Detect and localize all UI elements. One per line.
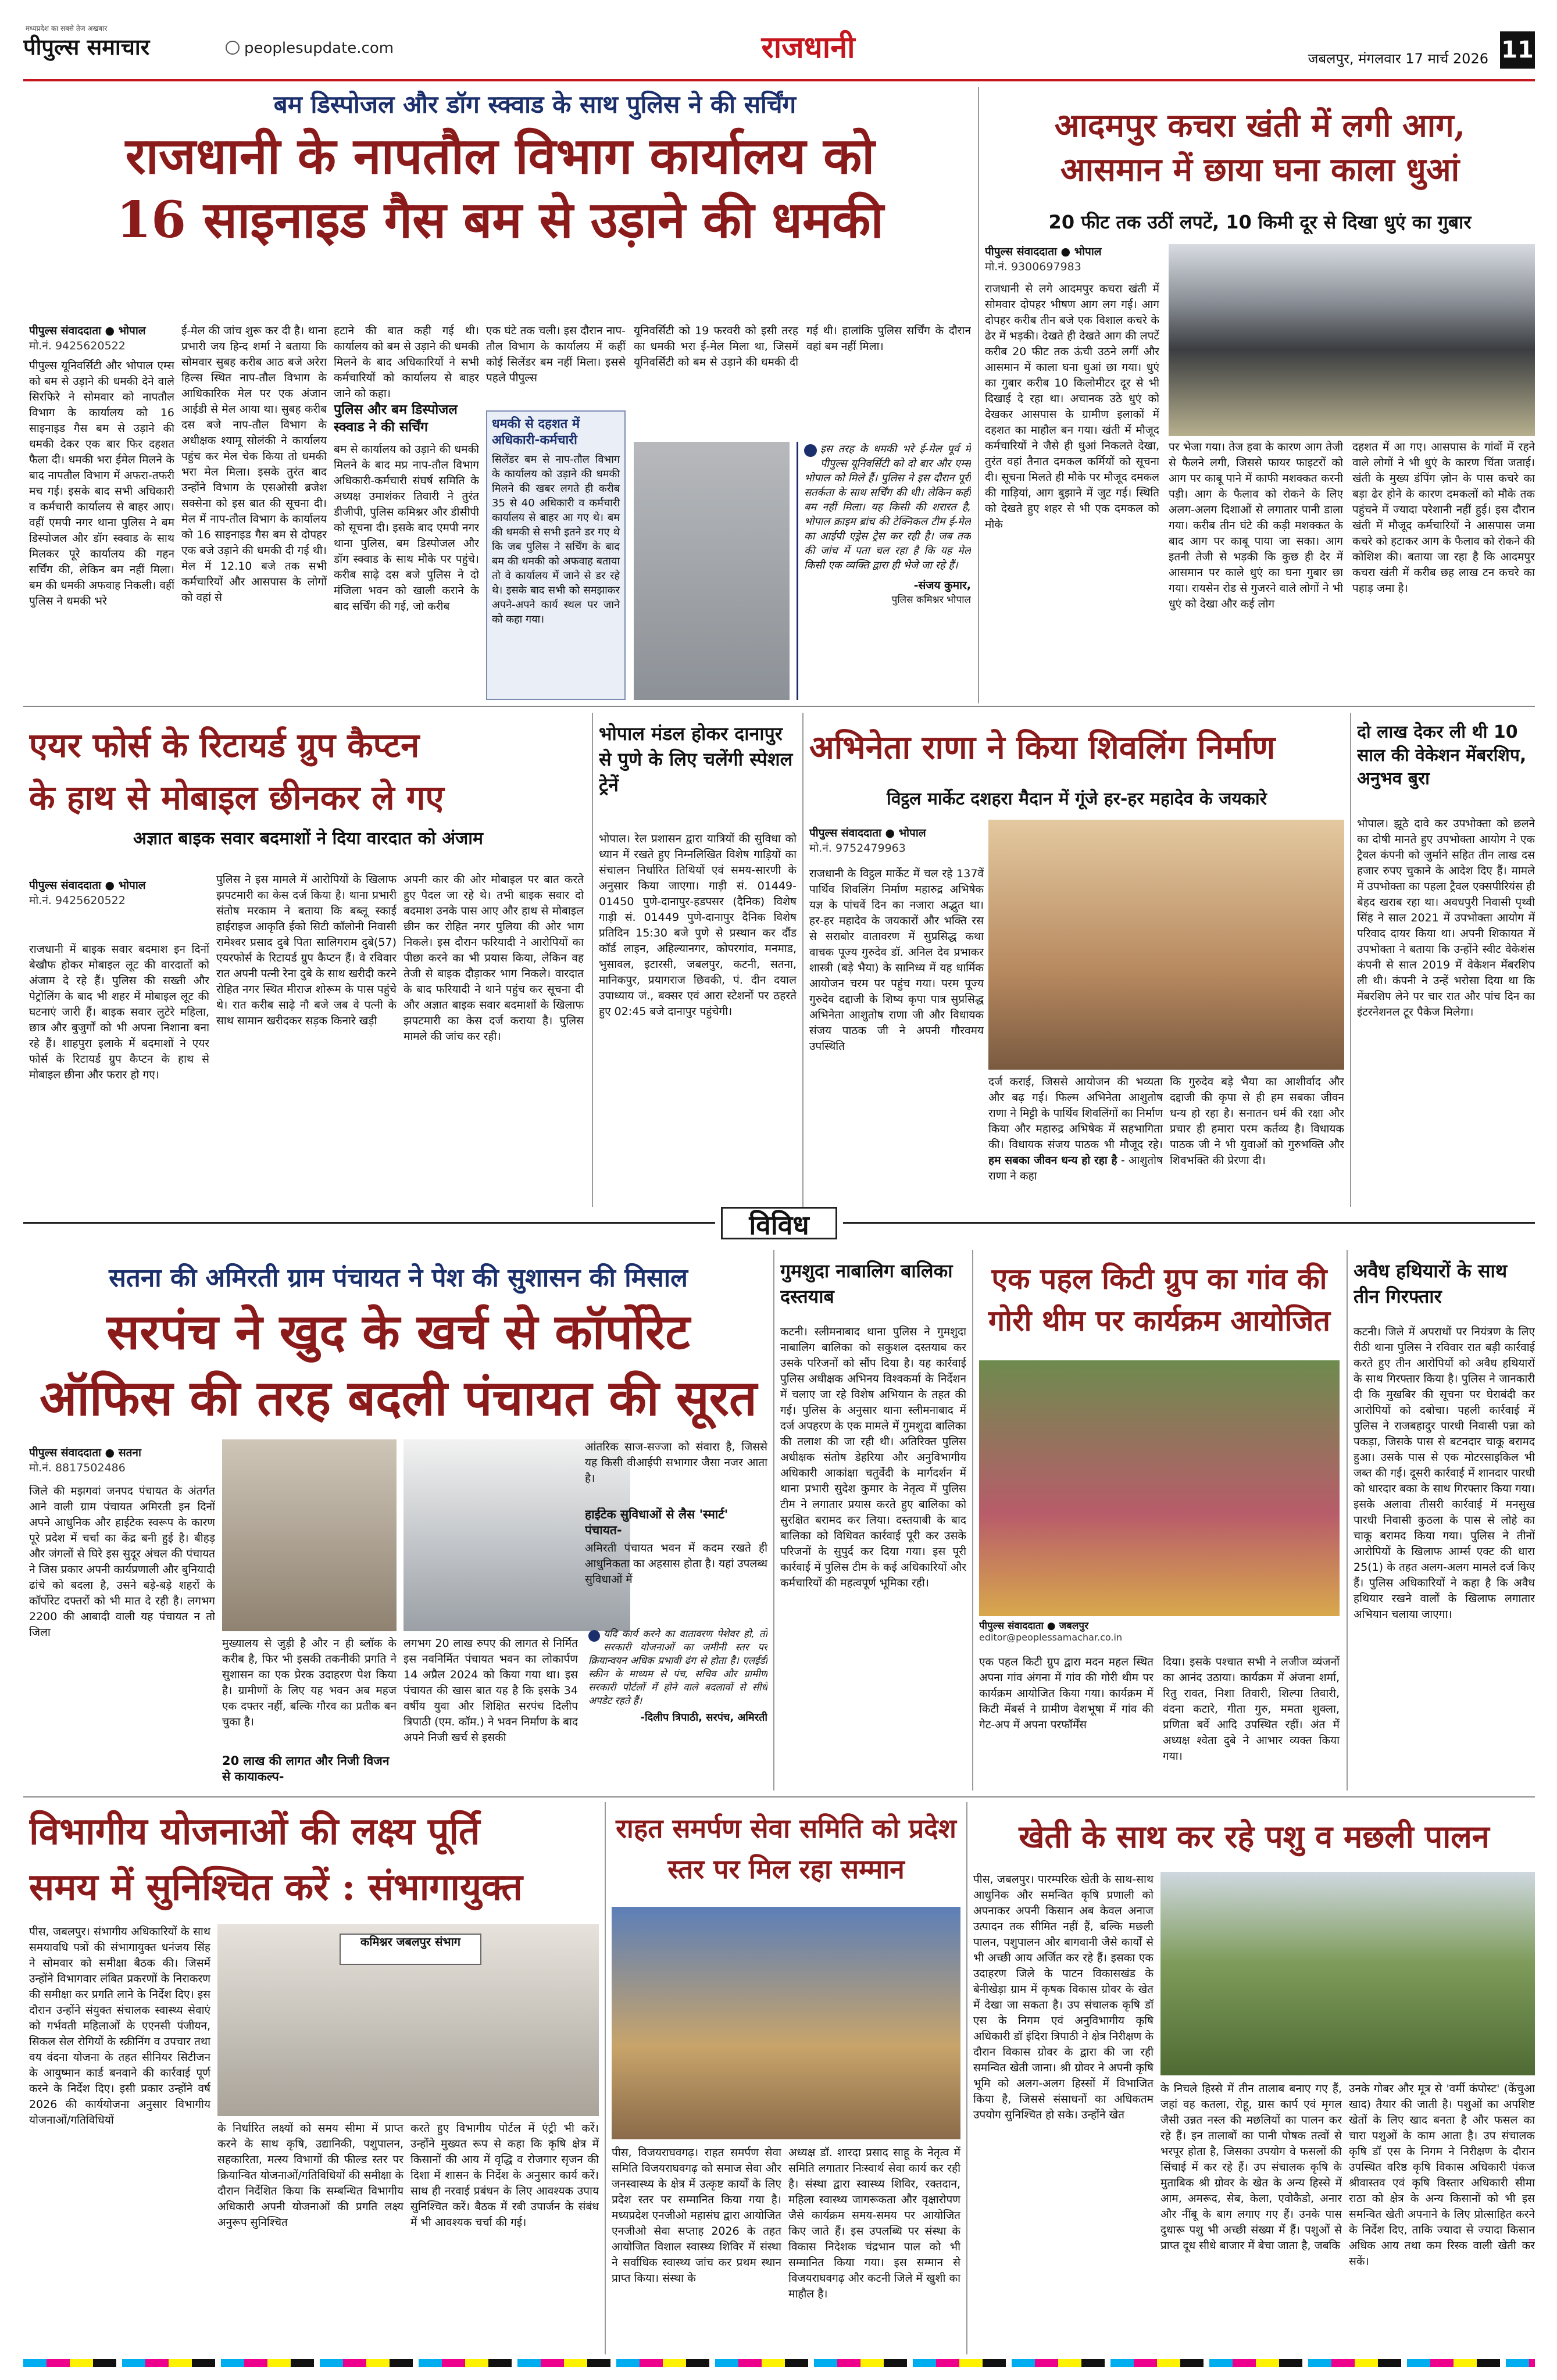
art1-box-title: धमकी से दहशत में अधिकारी-कर्मचारी	[492, 417, 580, 448]
website: peoplesupdate.com	[244, 40, 394, 57]
art11-col2: के निर्धारित लक्ष्यों को समय सीमा में प्राप्त करने के साथ कृषि, उद्यानिकी, पशुपालन, सहकारिता, मत्स्य विभागों की फील्ड स्तर पर क्रियान्वित योजनाओं/गतिविधियों की समीक्षा के दौरान निर्देशित किया कि सम्बन्धित विभागीय अधिकारी अपनी योजनाओं की प्रगति लक्ष्य अनुरूप सुनिश्चित	[217, 2122, 403, 2229]
art1-kicker: बम डिस्पोजल और डॉग स्क्वाड के साथ पुलिस ने की सर्चिंग	[273, 90, 797, 119]
page-number: 11	[1500, 31, 1535, 69]
masthead-rule	[23, 79, 1535, 81]
art5-col2-text: दर्ज कराई, जिससे आयोजन की भव्यता और बढ़ गई। फिल्म अभिनेता आशुतोष राणा ने मिट्टी के पार्थिव शिवलिंगों का निर्माण किया और महारुद्र अभिषेक में सहभागिता की। विधायक संजय पाठक भी मौजूद रहे।	[988, 1075, 1163, 1151]
vividh-banner: विविध	[721, 1207, 837, 1239]
art3-col2: पुलिस ने इस मामले में आरोपियों के खिलाफ झपटमारी का केस दर्ज किया है। थाना प्रभारी संतोष मरकाम ने बताया कि बब्लू स्काई हाईराइज आकृति ईको सिटी कॉलोनी निवासी रामेश्वर प्रसाद दुबे पिता सालिगराम दुबे(57) एयरफोर्स के रिटायर्ड ग्रुप कैप्टन हैं। वे रविवार रात अपनी पत्नी रेना दुबे के साथ खरीदी करने रोहित नगर स्थित मीराज शोरूम के पास पहुंचे थे। रात करीब साढ़े नौ बजे जब वे पत्नी के साथ सामान खरीदकर सड़क किनारे खड़ी	[216, 873, 397, 1027]
banner-rule-right	[843, 1222, 1535, 1224]
art13-photo-farm	[1160, 1872, 1535, 2075]
art7-subhead2: 20 लाख की लागत और निजी विजन से कायाकल्प-	[222, 1754, 390, 1784]
art6-headline: दो लाख देकर ली थी 10 साल की वेकेशन मेंबरशिप, अनुभव बुरा	[1357, 722, 1527, 789]
art3-byline	[29, 878, 209, 910]
art7-col4b: अमिरती पंचायत भवन में कदम रखते ही आधुनिकता का अहसास होता है। यहां उपलब्ध सुविधाओं में	[585, 1542, 767, 1586]
art1-headline-line2: 16 साइनाइड गैस बम से उड़ाने की धमकी	[116, 191, 884, 249]
art2-byline	[985, 244, 1159, 277]
logo-tagline: मध्यप्रदेश का सबसे तेज अखबार	[26, 24, 108, 33]
art11-photo-meeting	[217, 1924, 599, 2116]
art8-text: कटनी। स्लीमनाबाद थाना पुलिस ने गुमशुदा नाबालिग बालिका को सकुशल दस्तयाब कर उसके परिजनों को सौंप दिया है। यह कार्रवाई पुलिस अधीक्षक अभिनय विश्वकर्मा के निर्देशन में चलाए जा रहे विशेष अभियान के तहत की गई। पुलिस के अनुसार थाना स्लीमनाबाद में दर्ज अपहरण के एक मामले में गुमशुदा बालिका की तलाश की जा रही थी। अतिरिक्त पुलिस अधीक्षक संतोष डेहरिया और अनुविभागीय अधिकारी आकांक्षा चतुर्वेदी के मार्गदर्शन में थाना प्रभारी सुदेश कुमार के नेतृत्व में पुलिस टीम ने लगातार प्रयास करते हुए बालिका को सुरक्षित बरामद कर लिया। दस्तयाबी के बाद बालिका को विधिवत कार्रवाई पूरी कर उसके परिजनों के सुपुर्द कर दिया गया। इस पूरी कार्रवाई में पुलिस टीम के कई अधिकारियों और कर्मचारियों की महत्वपूर्ण भूमिका रही।	[780, 1325, 966, 1589]
art1-col3b: बम से कार्यालय को उड़ाने की धमकी मिलने के बाद मप्र नाप-तौल विभाग अधिकारी-कर्मचारी संघर्ष समिति के अध्यक्ष उमाशंकर तिवारी ने तुरंत डीजीपी, पुलिस कमिश्नर और डीसीपी को सूचना दी। इसके बाद एमपी नगर थाना पुलिस, बम डिस्पोजल और डॉग स्क्वाड के साथ मौके पर पहुंचे। करीब साढ़े दस बजे पुलिस ने दो मंजिला भवन को खाली कराने के बाद सर्चिंग की गई, जो करीब	[334, 443, 479, 613]
art1-photo	[634, 442, 790, 700]
art1-quote-box	[797, 442, 971, 700]
art12-headline: राहत समर्पण सेवा समिति को प्रदेश स्तर पर मिल रहा सम्मान	[616, 1813, 956, 1885]
art1-byline	[29, 323, 174, 356]
art1-quote-role: पुलिस कमिश्नर भोपाल	[891, 594, 971, 606]
art2-headline-line1: आदमपुर कचरा खंती में लगी आग,	[1054, 106, 1466, 145]
art10-headline: अवैध हथियारों के साथ तीन गिरफ्तार	[1354, 1260, 1508, 1307]
masthead	[23, 23, 1535, 79]
art3-col3: अपनी कार की ओर मोबाइल पर बात करते हुए पैदल जा रहे थे। तभी बाइक सवार दो बदमाश उनके पास आए और हाथ से मोबाइल छीन कर रोहित नगर पुलिया की ओर भाग निकले। इस दौरान फरियादी ने आरोपियों का पीछा करने का भी प्रयास किया, लेकिन वह तेजी से बाइक दौड़ाकर भाग निकले। वारदात के बाद फरियादी ने थाने पहुंच कर सूचना दी और अज्ञात बाइक सवार बदमाशों के खिलाफ झपटमारी का केस दर्ज कराया है। पुलिस मामले की जांच कर रही।	[403, 873, 584, 1043]
art5-byline	[809, 826, 984, 858]
art10-text: कटनी। जिले में अपराधों पर नियंत्रण के लिए रीठी थाना पुलिस ने रविवार रात बड़ी कार्रवाई करते हुए तीन आरोपियों को अवैध हथियारों के साथ गिरफ्तार किया है। पुलिस ने जानकारी दी कि मुखबिर की सूचना पर घेराबंदी कर आरोपियों को दबोचा। पहली कार्रवाई में पुलिस ने राजबहादुर पारधी निवासी पन्ना को पकड़ा, जिसके पास से बटनदार चाकू बरामद हुआ। उसके पास से एक मोटरसाइकिल भी जब्त की गई। दूसरी कार्रवाई में शानदार पारधी को धारदार बका के साथ गिरफ्तार किया गया। इसके अलावा तीसरी कार्रवाई में मनसुख पारधी निवासी कुठला के पास से लोहे का चाकू बरामद किया गया। पुलिस ने तीनों आरोपियों के खिलाफ आर्म्स एक्ट की धारा 25(1) के तहत अलग-अलग मामले दर्ज किए हैं। पुलिस अधिकारियों ने कहा है कि अवैध हथियार रखने वालों के खिलाफ लगातार अभियान चलाया जाएगा।	[1354, 1325, 1535, 1621]
divider-h1	[23, 706, 1535, 707]
art5-byline-text: पीपुल्स संवाददाता ● भोपाल	[809, 827, 926, 839]
art3-headline-line2: के हाथ से मोबाइल छीनकर ले गए	[29, 778, 444, 817]
registration-color-bar	[23, 2359, 1535, 2367]
divider-v9	[966, 1802, 967, 2354]
art7-kicker: सतना की अमिरती ग्राम पंचायत ने पेश की सुशासन की मिसाल	[109, 1263, 688, 1293]
divider-v6	[972, 1250, 973, 1791]
art3-phone: मो.नं. 9425620522	[29, 894, 126, 907]
art7-quote-box	[585, 1628, 767, 1785]
art1-quote: इस तरह के धमकी भरे ई-मेल पूर्व में पीपुल्स यूनिवर्सिटी को दो बार और एम्स भोपाल को मिले हैं। पुलिस ने इस दौरान पूरी सतर्कता के साथ सर्चिंग की थी। लेकिन कहीं बम नहीं मिला। यह किसी की शरारत है, भोपाल क्राइम ब्रांच की टेक्निकल टीम ई-मेल का आईपी एड्रेस ट्रेस कर रही है। जब तक की जांच में पता चल रहा है कि यह मेल किसी एक व्यक्ति द्वारा ही भेजे जा रहे हैं।	[804, 443, 971, 571]
art7-headline-line1: सरपंच ने खुद के खर्च से कॉर्पोरेट	[106, 1303, 690, 1360]
art3-headline-line1: एयर फोर्स के रिटायर्ड ग्रुप कैप्टन	[29, 726, 420, 765]
art1-col1: पीपुल्स यूनिवर्सिटी और भोपाल एम्स को बम से उड़ाने की धमकी देने वाले सिरफिरे ने सोमवार को नापतौल विभाग के कार्यालय को 16 साइनाइड गैस बम से उड़ाने की धमकी देकर एक बार फिर दहशत फैला दी। धमकी भरा ईमेल मिलने के बाद नापतौल विभाग में अफरा-तफरी मच गई। इसके बाद सभी अधिकारी व कर्मचारी कार्यालय से बाहर आए। वहीं एमपी नगर थाना पुलिस ने बम डिस्पोजल और डॉग स्क्वाड के साथ मिलकर पूरे कार्यालय की गहन सर्चिंग की, लेकिन बम नहीं मिला। बम की धमकी अफवाह निकली। वहीं पुलिस ने धमकी भरे	[29, 359, 174, 607]
art1-byline-text: पीपुल्स संवाददाता ● भोपाल	[29, 324, 146, 337]
art9-caption	[979, 1618, 1340, 1651]
art12-col2: अध्यक्ष डॉ. शारदा प्रसाद साहू के नेतृत्व में समिति लगातार निःस्वार्थ सेवा कार्य कर रही है। संस्था द्वारा स्वास्थ्य शिविर, रक्तदान, महिला स्वास्थ्य जागरूकता और वृक्षारोपण जैसे कार्यक्रम समय-समय पर आयोजित किए जाते हैं। इस उपलब्धि पर संस्था के विकास निदेशक चंद्रभान पाल को भी सम्मानित किया गया। इस सम्मान से विजयराघवगढ़ और कटनी जिले में खुशी का माहौल है।	[788, 2146, 960, 2300]
art3-col1: राजधानी में बाइक सवार बदमाश इन दिनों बेखौफ होकर मोबाइल लूट की वारदातों को अंजाम दे रहे हैं। पुलिस की सख्ती और पेट्रोलिंग के बाद भी शहर में मोबाइल लूट की घटनाएं जारी हैं। बाइक सवार लुटेरे महिला, छात्र और बुजुर्गों को भी अपना निशाना बना रहे हैं। शाहपुरा इलाके में बदमाशों ने एयर फोर्स के रिटायर्ड ग्रुप कैप्टन के हाथ से मोबाइल छीना और फरार हो गए।	[29, 943, 209, 1081]
divider-v5	[773, 1250, 774, 1791]
section-title: राजधानी	[761, 30, 855, 65]
divider-v7	[1347, 1250, 1348, 1791]
logo: पीपुल्स समाचार	[23, 34, 150, 60]
art6-text: भोपाल। झूठे दावे कर उपभोक्ता को छलने का दोषी मानते हुए उपभोक्ता आयोग ने एक ट्रैवल कंपनी को जुर्माने सहित तीन लाख दस हजार रुपए चुकाने के आदेश दिए हैं। मामले में उपभोक्ता का पहला ट्रैवल एक्सपीरियंस ही बेहद खराब रहा था। अवधपुरी निवासी पृथ्वी सिंह ने साल 2021 में उपभोक्ता आयोग में परिवाद दायर किया था। अपनी शिकायत में उपभोक्ता ने बताया कि उन्होंने स्वीट वेकेशंस कंपनी से साल 2019 में वेकेशन मेंबरशिप ली थी। कंपनी ने उन्हें भरोसा दिया था कि मेंबरशिप लेने पर चार रात और पांच दिन का इंटरनेशनल टूर पैकेज मिलेगा।	[1357, 817, 1535, 1019]
art5-col2	[988, 1074, 1163, 1203]
art7-subhead3: हाईटेक सुविधाओं से लैस 'स्मार्ट' पंचायत-	[585, 1507, 728, 1537]
art1-quote-by: -संजय कुमार,	[913, 579, 971, 592]
art5-col2-bold: हम सबका जीवन धन्य हो रहा है	[988, 1154, 1117, 1167]
art4-text: भोपाल। रेल प्रशासन द्वारा यात्रियों की सुविधा को ध्यान में रखते हुए निम्नलिखित विशेष गाड़ियों का संचालन निर्धारित तिथियों एवं समय-सारणी के अनुसार किया जाएगा। गाड़ी सं. 01449-01450 पुणे-दानापुर-हडपसर (दैनिक) विशेष गाड़ी सं. 01449 पुणे-दानापुर दैनिक विशेष प्रतिदिन 15:30 बजे पुणे से प्रस्थान कर दौंड कॉर्ड लाइन, अहिल्यानगर, कोपरगांव, मनमाड, भुसावल, इटारसी, जबलपुर, कटनी, सतना, मानिकपुर, प्रयागराज छिवकी, पं. दीन दयाल उपाध्याय जं., बक्सर एवं आरा स्टेशनों पर ठहरते हुए 02:45 बजे दानापुर पहुंचेगी।	[599, 832, 797, 1018]
art2-photo-fire	[1169, 244, 1535, 436]
art7-photo-office	[222, 1439, 397, 1631]
quote-icon	[588, 1630, 600, 1642]
art13-col2: के निचले हिस्से में तीन तालाब बनाए गए हैं, जहां वह कतला, रोहू, ग्रास कार्प एवं मृगल जैसी उन्नत नस्ल की मछलियों का पालन कर रहे हैं। इन तालाबों का पानी पोषक तत्वों से भरपूर होता है, जिसका उपयोग वे फसलों की सिंचाई में कर रहे हैं। उप संचालक कृषि के मुताबिक श्री ग्रोवर के खेत के अन्य हिस्से में आम, अमरूद, सेब, केला, एवोकैडो, अनार और नींबू के बाग लगाए गए हैं। उनके पास दुधारू पशु भी अच्छी संख्या में हैं। पशुओं से प्राप्त दूध सीधे बाजार में बेचा जाता है, जबकि	[1160, 2082, 1342, 2252]
art7-quote-by: -दिलीप त्रिपाठी, सरपंच, अमिरती	[640, 1711, 767, 1724]
art5-col2-end: - आशुतोष राणा ने कहा	[988, 1154, 1163, 1182]
art7-headline-line2: ऑफिस की तरह बदली पंचायत की सूरत	[40, 1369, 757, 1427]
art8-headline: गुमशुदा नाबालिग बालिका दस्तयाब	[780, 1260, 953, 1307]
art2-phone: मो.नं. 9300697983	[985, 260, 1081, 273]
art9-photo-group	[979, 1360, 1340, 1616]
art7-byline-text: पीपुल्स संवाददाता ● सतना	[29, 1446, 141, 1459]
art11-headline-line1: विभागीय योजनाओं की लक्ष्य पूर्ति	[29, 1810, 480, 1853]
art12-photo-award	[612, 1907, 960, 2139]
art2-subhead: 20 फीट तक उठीं लपटें, 10 किमी दूर से दिखा धुएं का गुबार	[1048, 211, 1472, 233]
art5-col1: राजधानी के विट्ठल मार्केट में चल रहे 137वें पार्थिव शिवलिंग निर्माण महारुद्र अभिषेक यज्ञ के पांचवें दिन का नजारा अद्भुत था। हर-हर महादेव के जयकारों और भक्ति रस से सराबोर वातावरण में सुप्रसिद्ध कथा वाचक पूज्य गुरुदेव डॉ. अनिल देव प्रभाकर शास्त्री (बड़े भैया) के सानिध्य में यह धार्मिक आयोजन चरम पर पहुंच गया। परम पूज्य गुरुदेव दद्दाजी के शिष्य कृपा पात्र सुप्रसिद्ध अभिनेता आशुतोष राणा जी और विधायक संजय पाठक जी ने अपनी गौरवमय उपस्थिति	[809, 867, 984, 1053]
art13-col3: उनके गोबर और मूत्र से 'वर्मी कंपोस्ट' (केंचुआ खाद) तैयार की जाती है। पशुओं का अपशिष्ट खेतों के लिए खाद बनता है और फसल का चारा पशुओं के काम आता है। उप संचालक कृषि डॉ एस के निगम ने निरीक्षण के दौरान उपस्थित वरिष्ठ कृषि विकास अधिकारी पंकज श्रीवास्तव एवं कृषि विस्तार अधिकारी सीमा राठा को क्षेत्र के अन्य किसानों को भी इस समन्वित खेती अपनाने के लिए प्रोत्साहित करने के निर्देश दिए, ताकि ज्यादा से ज्यादा किसान अधिक आय तथा कम रिस्क वाली खेती कर सकें।	[1349, 2082, 1535, 2268]
art1-phone: मो.नं. 9425620522	[29, 340, 126, 352]
art7-col3: लगभग 20 लाख रुपए की लागत से निर्मित इस नवनिर्मित पंचायत भवन का लोकार्पण 14 अप्रैल 2024 को किया गया था। इस पंचायत की खास बात यह है कि इसके 34 वर्षीय युवा और शिक्षित सरपंच दिलीप त्रिपाठी (एम. कॉम.) ने भवन निर्माण के बाद अपने निजी खर्च से इसकी	[403, 1637, 578, 1744]
art2-col1: राजधानी से लगे आदमपुर कचरा खंती में सोमवार दोपहर भीषण आग लग गई। आग दोपहर करीब तीन बजे एक विशाल कचरे के ढेर में भड़की। देखते ही देखते आग की लपटें करीब 20 फीट तक ऊंची उठने लगीं और आसमान में काला घना धुआं छा गया। धुएं का गुबार करीब 10 किलोमीटर दूर से भी दिखाई दे रहा था। अचानक उठे धुएं को देखकर आसपास के ग्रामीण इलाकों में दहशत का माहौल बन गया। खंती में मौजूद कर्मचारियों ने जैसे ही धुआं निकलते देखा, तुरंत वहां तैनात दमकल कर्मियों को सूचना दी। सूचना मिलते ही मौके पर मौजूद दमकल की गाड़ियां, आग बुझाने में जुट गई। स्थिति को देखते हुए शहर से भी एक दमकल को मौके	[985, 283, 1159, 531]
art5-headline: अभिनेता राणा ने किया शिवलिंग निर्माण	[809, 728, 1276, 767]
divider-h2	[23, 1796, 1535, 1797]
art9-email: editor@peoplessamachar.co.in	[979, 1632, 1123, 1643]
divider-v3	[802, 713, 804, 1207]
art9-col1: एक पहल किटी ग्रुप द्वारा मदन महल स्थित अपना गांव अंगना में गांव की गोरी थीम पर कार्यक्रम आयोजित किया गया। कार्यक्रम में किटी मेंबर्स ने ग्रामीण वेशभूषा में गांव की गेट-अप में अपना परफॉर्मेंस	[979, 1656, 1154, 1731]
art1-col5: यूनिवर्सिटी को 19 फरवरी को इसी तरह का धमकी भरा ई-मेल मिला था, जिसमें यूनिवर्सिटी को बम से उड़ाने की धमकी दी गई थी। हालांकि पुलिस सर्चिंग के दौरान वहां बम नहीं मिला।	[634, 324, 971, 369]
art3-subhead: अज्ञात बाइक सवार बदमाशों ने दिया वारदात को अंजाम	[133, 828, 483, 849]
art1-subhead: पुलिस और बम डिस्पोजल स्क्वाड ने की सर्चिंग	[334, 402, 458, 435]
art5-subhead: विट्ठल मार्केट दशहरा मैदान में गूंजे हर-हर महादेव के जयकारे	[887, 789, 1267, 809]
art1-sidebox	[486, 410, 626, 700]
art2-headline-line2: आसमान में छाया घना काला धुआं	[1060, 151, 1460, 189]
art7-col1: जिले की मझगवां जनपद पंचायत के अंतर्गत आने वाली ग्राम पंचायत अमिरती इन दिनों अपने आधुनिक और हाईटेक स्वरूप के कारण पूरे प्रदेश में चर्चा का केंद्र बनी हुई है। बीहड़ और जंगलों से घिरे इस सुदूर अंचल की पंचायत ने जिस प्रकार अपनी कार्यप्रणाली और बुनियादी ढांचे को बदला है, उसने बड़े-बड़े शहरों के कॉर्पोरेट दफ्तरों को भी मात दे रही है। लगभग 2200 की आबादी वाली यह पंचायत न तो जिला	[29, 1485, 215, 1639]
art4-headline: भोपाल मंडल होकर दानापुर से पुणे के लिए चलेंगी स्पेशल ट्रेनें	[599, 723, 793, 796]
art5-col3: कि गुरुदेव बड़े भैया का आशीर्वाद और दद्दाजी की कृपा से ही हम सबका जीवन धन्य हो रहा है। सनातन धर्म की रक्षा और प्रचार ही हमारा परम कर्तव्य है। विधायक पाठक जी ने भी युवाओं को गुरुभक्ति और शिवभक्ति की प्रेरणा दी।	[1170, 1075, 1344, 1167]
art1-box-text: सिलेंडर बम से नाप-तौल विभाग के कार्यालय को उड़ाने की धमकी मिलने की खबर लगते ही करीब 35 से 40 अधिकारी व कर्मचारी कार्यालय से बाहर आ गए थे। बम की धमकी से सभी इतने डर गए थे कि जब पुलिस ने सर्चिंग के बाद बम की धमकी को अफवाह बताया तो वे कार्यालय में जाने से डर रहे थे। इसके बाद सभी को समझाकर अपने-अपने कार्य स्थल पर जाने को कहा गया।	[492, 453, 620, 626]
art1-headline-line1: राजधानी के नापतौल विभाग कार्यालय को	[125, 127, 875, 185]
art2-byline-text: पीपुल्स संवाददाता ● भोपाल	[985, 245, 1102, 258]
art12-col1: पीस, विजयराघवगढ़। राहत समर्पण सेवा समिति विजयराघवगढ़ को समाज सेवा और जनस्वास्थ्य के क्षेत्र में उत्कृष्ट कार्यों के लिए प्रदेश स्तर पर सम्मानित किया गया है। मध्यप्रदेश एनजीओ महासंघ द्वारा आयोजित एनजीओ सेवा सप्ताह 2026 के तहत आयोजित विशाल स्वास्थ्य शिविर में संस्था ने सर्वाधिक स्वास्थ्य जांच कर प्रथम स्थान प्राप्त किया। संस्था के	[612, 2146, 781, 2285]
banner-rule-left	[23, 1222, 715, 1224]
art2-col2: पर भेजा गया। तेज हवा के कारण आग तेजी से फैलने लगी, जिससे फायर फाइटरों को आग पर काबू पाने में काफी मशक्कत करनी पड़ी। आग के फैलाव को रोकने के लिए अलग-अलग दिशाओं से लगातार पानी डाला गया। करीब तीन घंटे की कड़ी मशक्कत के बाद आग पर काबू पाया जा सका। आग इतनी तेजी से भड़की कि कुछ ही देर में आसमान पर काले धुएं का घना गुबार छा गया। रायसेन रोड से गुजरने वाले लोगों ने भी धुएं को देखा और कई लोग	[1169, 441, 1343, 610]
art9-col2: दिया। इसके पश्चात सभी ने लजीज व्यंजनों का आनंद उठाया। कार्यक्रम में अंजना शर्मा, रितु रावत, निशा तिवारी, शिल्पा तिवारी, वंदना कटारे, गीता गुरु, ममता शुक्ला, प्रणिता बर्वे आदि उपस्थित रहीं। अंत में अध्यक्ष श्वेता दुबे ने आभार व्यक्त किया गया।	[1163, 1656, 1340, 1763]
art7-col4: आंतरिक साज-सज्जा को संवारा है, जिससे यह किसी वीआईपी सभागार जैसा नजर आता है।	[585, 1441, 767, 1485]
art9-byline: पीपुल्स संवाददाता ● जबलपुर	[979, 1618, 1340, 1632]
art11-headline-line2: समय में सुनिश्चित करें : संभागायुक्त	[29, 1866, 523, 1909]
art2-col3: दहशत में आ गए। आसपास के गांवों में रहने वाले लोगों ने भी धुएं के कारण चिंता जताई। खंती के मुख्य डंपिंग ज़ोन के पास कचरे का बड़ा ढेर होने के कारण दमकलों को मौके तक पहुंचने में ज्यादा परेशानी नहीं हुई। इस दौरान खंती में मौजूद कर्मचारियों ने आसपास जमा कचरे को हटाकर आग के फैलाव को रोकने की कोशिश की। बताया जा रहा है कि आदमपुर कचरा खंती में करीब छह लाख टन कचरे का पहाड़ जमा है।	[1352, 441, 1535, 595]
art7-quote: यदि कार्य करने का वातावरण पेशेवर हो, तो सरकारी योजनाओं का जमीनी स्तर पर क्रियान्वयन अधिक प्रभावी ढंग से होता है। एलईडी स्क्रीन के माध्यम से पंच, सचिव और ग्रामीण सरकारी पोर्टलों में होने वाले बदलावों से सीधे अपडेट रहते हैं।	[588, 1628, 767, 1707]
dateline: जबलपुर, मंगलवार 17 मार्च 2026	[1308, 51, 1488, 67]
globe-icon	[226, 41, 240, 55]
art9-headline: एक पहल किटी ग्रुप का गांव की गोरी थीम पर कार्यक्रम आयोजित	[988, 1262, 1331, 1338]
art3-byline-text: पीपुल्स संवाददाता ● भोपाल	[29, 879, 146, 892]
divider-v4	[1350, 713, 1351, 1207]
art11-col3: करते हुए विभागीय पोर्टल में एंट्री भी करें। उन्होंने मुख्यत रूप से कहा कि कृषि क्षेत्र में किसानों की आय में वृद्धि व रोजगार सृजन की दिशा में शासन के निर्देश के अनुसार कार्य करें। साथ ही नरवाई प्रबंधन के लिए आवश्यक उपाय सुनिश्चित करें। बैठक में रबी उपार्जन के संबंध में भी आवश्यक चर्चा की गई।	[410, 2122, 599, 2229]
quote-icon	[804, 444, 817, 457]
art1-col2: ई-मेल की जांच शुरू कर दी है। थाना प्रभारी जय हिन्द शर्मा ने बताया कि सोमवार सुबह करीब आठ बजे अरेरा हिल्स स्थित नाप-तौल विभाग के आधिकारिक मेल पर एक अंजान आईडी से मेल आया था। सुबह करीब दस बजे नाप-तौल विभाग के अधीक्षक श्यामू सोलंकी ने कार्यालय पहुंच कर मेल चेक किया तो धमकी भरा मेल मिला। इसके तुरंत बाद उन्होंने विभाग के एसओसी ब्रजेश सक्सेना को इस बात की सूचना दी। मेल में नाप-तौल विभाग के कार्यालय को 16 साइनाइड गैस बम से दोपहर एक बजे उड़ाने की धमकी दी गई थी। मेल में 12.10 बजे तक सभी कर्मचारियों और आसपास के लोगों को वहां से	[181, 324, 327, 604]
art11-photo-label: कमिश्नर जबलपुर संभाग	[340, 1934, 481, 1965]
art11-col1: पीस, जबलपुर। संभागीय अधिकारियों के साथ समयावधि पत्रों की संभागायुक्त धनंजय सिंह ने सोमवार को समीक्षा बैठक की। जिसमें उन्होंने विभागवार लंबित प्रकरणों के निराकरण की समीक्षा कर प्रगति लाने के निर्देश दिए। इस दौरान उन्होंने संयुक्त संचालक स्वास्थ्य सेवाएं को गर्भवती महिलाओं के एएनसी पंजीयन, सिकल सेल रोगियों के स्क्रीनिंग व उपचार तथा वय वंदना योजना के तहत सीनियर सिटीजन के आयुष्मान कार्ड बनवाने की कार्रवाई पूर्ण करने के निर्देश दिए। इसी प्रकार उन्होंने वर्ष 2026 की कार्ययोजना अनुसार विभागीय योजनाओं/गतिविधियों	[29, 1925, 210, 2127]
art1-col3: हटाने की बात कही गई थी। कार्यालय को बम से उड़ाने की धमकी मिलने के बाद अधिकारियों ने सभी कर्मचारियों को कार्यालय से बाहर जाने को कहा।	[334, 324, 479, 399]
art13-col1: पीस, जबलपुर। पारम्परिक खेती के साथ-साथ आधुनिक और समन्वित कृषि प्रणाली को अपनाकर अपनी किसान अब केवल अनाज उत्पादन तक सीमित नहीं हैं, बल्कि मछली पालन, पशुपालन और बागवानी जैसे कार्यों से भी अच्छी आय अर्जित कर रहे हैं। इसका एक उदाहरण जिले के पाटन विकासखंड के बेनीखेड़ा ग्राम में कृषक विकास ग्रोवर के खेत में देखा जा सकता है। उप संचालक कृषि डॉ एस के निगम एवं अनुविभागीय कृषि अधिकारी डॉ इंदिरा त्रिपाठी ने क्षेत्र निरीक्षण के दौरान विकास ग्रोवर के द्वारा की जा रही समन्वित खेती जाना। श्री ग्रोवर ने अपनी कृषि भूमि को अलग-अलग हिस्सों में विभाजित किया है, जिससे संसाधनों का अधिकतम उपयोग सुनिश्चित हो सके। उन्होंने खेत	[973, 1873, 1154, 2121]
art5-phone: मो.नं. 9752479963	[809, 842, 906, 855]
art5-photo	[988, 820, 1344, 1070]
divider-v1	[978, 87, 979, 703]
art13-headline: खेती के साथ कर रहे पशु व मछली पालन	[1019, 1818, 1490, 1855]
art1-col4: एक घंटे तक चली। इस दौरान नाप-तौल विभाग के कार्यालय में कहीं कोई सिलेंडर बम नहीं मिला। इससे पहले पीपुल्स	[486, 324, 626, 384]
art7-byline	[29, 1445, 203, 1478]
divider-v2	[592, 713, 593, 1207]
art7-col2: मुख्यालय से जुड़ी है और न ही ब्लॉक के करीब है, फिर भी इसकी तकनीकी प्रगति ने सुशासन का एक प्रेरक उदाहरण पेश किया है। ग्रामीणों के लिए यह भवन अब महज एक दफ्तर नहीं, बल्कि गौरव का प्रतीक बन चुका है।	[222, 1637, 397, 1728]
divider-v8	[605, 1802, 606, 2354]
art7-phone: मो.नं. 8817502486	[29, 1461, 126, 1474]
